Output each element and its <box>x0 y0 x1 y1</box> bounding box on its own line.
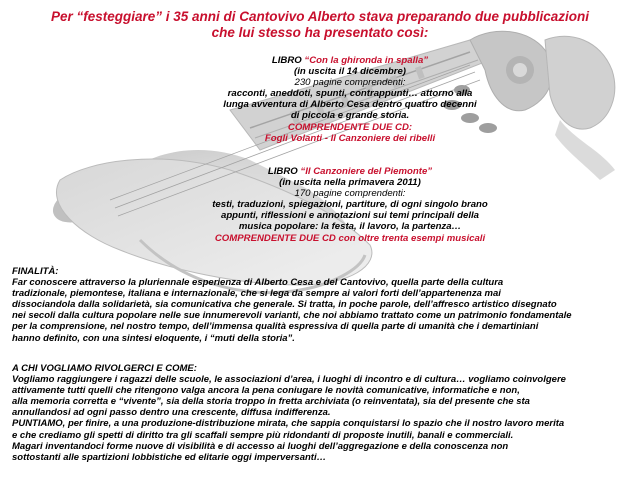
book-1-title: “Con la ghironda in spalla” <box>304 55 429 66</box>
finalita-section <box>12 266 632 344</box>
book-1-desc-line: racconti, aneddoti, spunti, contrappunti… attorno alla <box>227 88 473 100</box>
headline <box>0 9 640 41</box>
book-2-title: “Il Canzoniere del Piemonte” <box>300 166 433 177</box>
audience-section <box>12 363 632 463</box>
audience-line: Magari inventandoci forme nuove di visibilità e di accesso ai luoghi dell’aggregazione e della conoscenza non <box>12 440 509 452</box>
audience-line: e che crediamo gli spetti di diritto tra gli scaffali sempre più ridondanti di proposte inutili, banali e commerciali. <box>12 429 514 441</box>
book-1-title-line <box>185 55 515 66</box>
book-1-title-prefix: LIBRO <box>271 55 305 66</box>
headline-line-1: Per “festeggiare” i 35 anni di Cantovivo Alberto stava preparando due pubblicazioni <box>50 9 590 24</box>
finalita-line: per la comprensione, nel nostro tempo, dell’immensa qualità espressiva di quella parte di umanità che i demartiniani <box>12 321 539 333</box>
finalita-line: tradizionale, piemontese, italiana e internazionale, che si lega da sempre ai valori forti dell’appartenenza mai <box>12 288 501 300</box>
finalita-heading: FINALITÀ: <box>12 266 59 277</box>
book-1-cd-heading: COMPRENDENTE DUE CD: <box>287 121 413 133</box>
book-2-cd-line: COMPRENDENTE DUE CD con oltre trenta esempi musicali <box>214 232 486 244</box>
audience-line: Vogliamo raggiungere i ragazzi delle scuole, le associazioni d’area, i luoghi di incontro e di cultura… vogliamo coinvolgere <box>12 374 566 386</box>
book-2-pages: 170 pagine comprendenti: <box>294 188 406 200</box>
book-1-cd-titles: Fogli Volanti - Il Canzoniere dei ribelli <box>264 132 436 144</box>
book-2-desc-line: musica popolare: la festa, il lavoro, la partenza… <box>238 221 462 233</box>
book-1-desc-line: lunga avventura di Alberto Cesa dentro quattro decenni <box>223 99 477 111</box>
book-2-release: (in uscita nella primavera 2011) <box>279 177 421 189</box>
headline-line-2: che lui stesso ha presentato così: <box>211 25 429 40</box>
book-2-title-prefix: LIBRO <box>267 166 301 177</box>
book-1-block <box>185 55 515 144</box>
book-1-desc-line: di piccola e grande storia. <box>290 110 410 122</box>
audience-line: attivamente tutti quelli che ritengono valga ancora la pena coniugare le novità comunicative, informatiche e non, <box>12 385 520 397</box>
audience-line: sottostanti alle spartizioni lobbistiche ed elitarie oggi imperversanti… <box>12 451 327 463</box>
finalita-line: nei secoli dalla cultura popolare nelle sue innumerevoli varianti, che noi abbiamo trattato come un patrimonio fondamentale <box>12 310 572 322</box>
book-2-desc-line: testi, traduzioni, spiegazioni, partiture, di ogni singolo brano <box>212 199 488 211</box>
book-1-release: (in uscita il 14 dicembre) <box>294 66 406 78</box>
book-2-title-line <box>185 166 515 177</box>
audience-line: annullandosi ad ogni passo dentro una crescente, diffusa indifferenza. <box>12 407 331 419</box>
book-2-block <box>185 166 515 244</box>
book-2-desc-line: appunti, riflessioni e annotazioni sui temi principali della <box>220 210 479 222</box>
finalita-line: Far conoscere attraverso la pluriennale esperienza di Alberto Cesa e del Cantovivo, quella parte della cultura <box>12 277 504 289</box>
audience-line: alla memoria corretta e “vivente”, sia della storia troppo in fretta archiviata (o reinventata), sia del presente che sta <box>12 396 530 408</box>
audience-heading: A CHI VOGLIAMO RIVOLGERCI E COME: <box>12 363 197 374</box>
finalita-line: hanno definito, con una sintesi eloquente, i “muti della storia”. <box>12 332 295 344</box>
audience-line: PUNTIAMO, per finire, a una produzione-distribuzione mirata, che sappia conquistarsi lo spazio che il nostro lavoro merita <box>12 418 565 430</box>
finalita-line: dissociandola dalla solidarietà, sia comunicativa che generale. Si tratta, in poche parole, dell’affresco artistico disegnato <box>12 299 557 311</box>
book-1-pages: 230 pagine comprendenti: <box>294 77 406 89</box>
